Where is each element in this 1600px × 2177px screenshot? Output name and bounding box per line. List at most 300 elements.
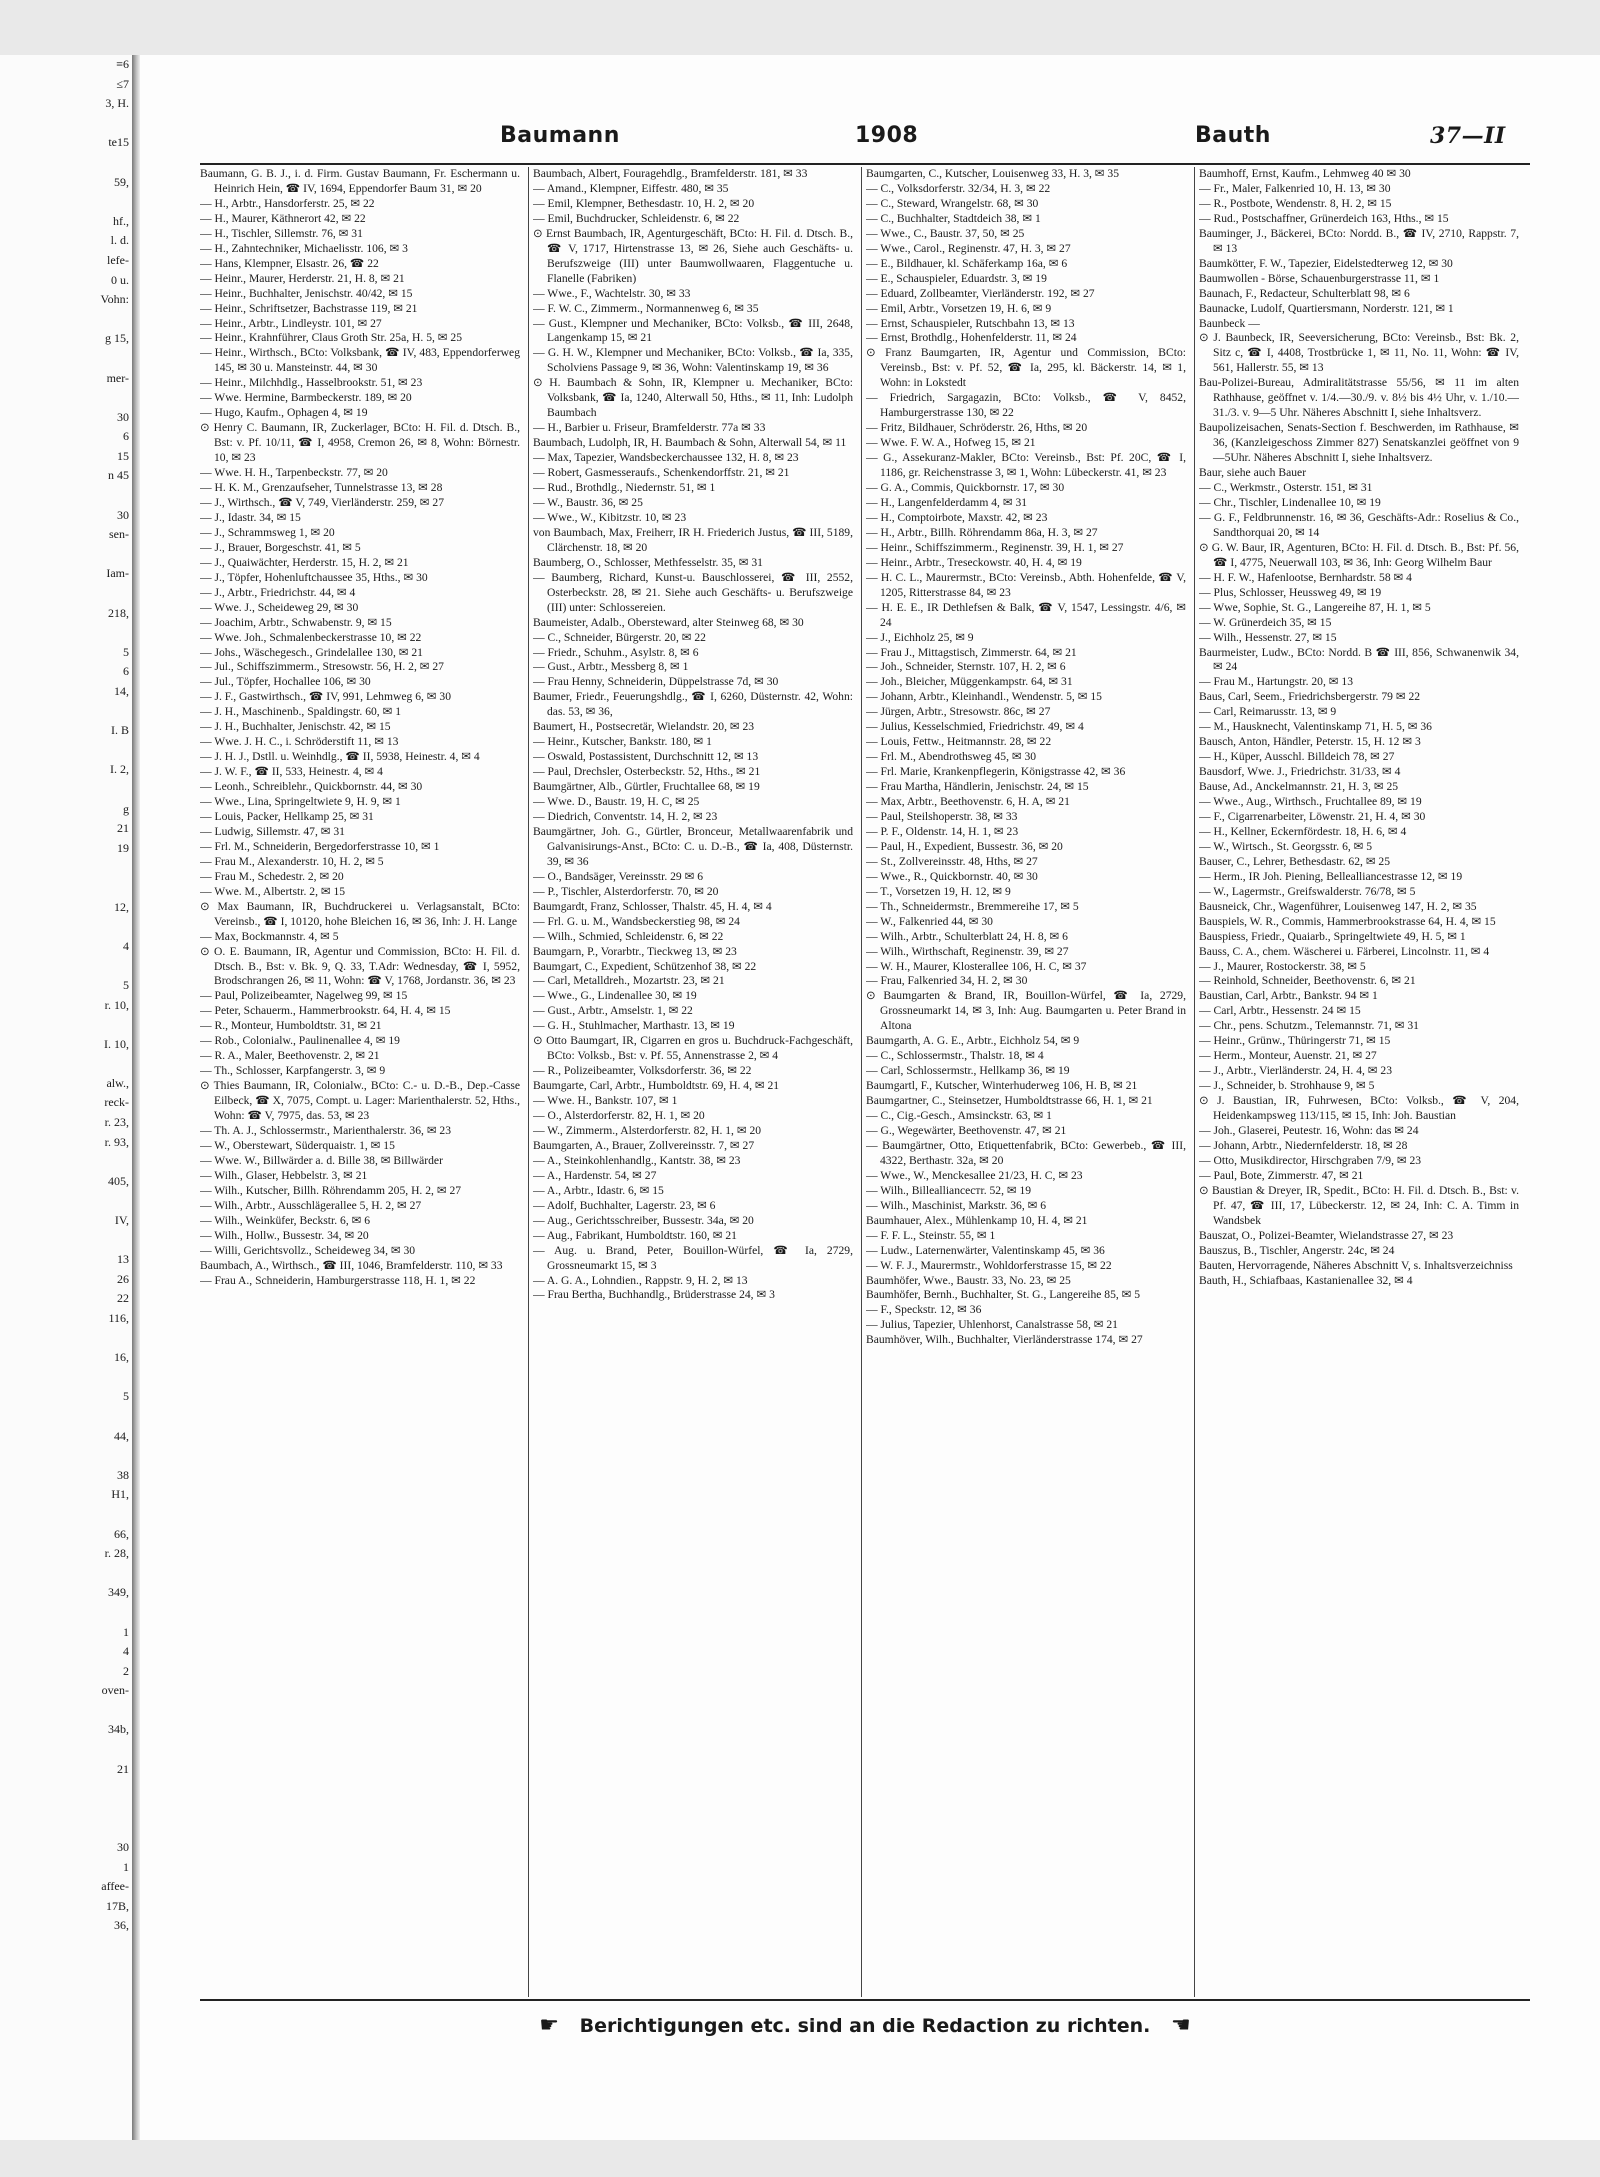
directory-entry: Bausch, Anton, Händler, Peterstr. 15, H. 12 ✉ 3	[1199, 735, 1421, 749]
directory-entry: ⊙ Franz Baumgarten, IR, Agentur und Commission, BCto: Vereinsb., Bst: v. Pf. 52, ☎ Ia, 295, kl. Bäckerstr. 14, ✉ 1, Wohn: in Lokstedt	[866, 346, 1186, 390]
directory-entry: — Peter, Schauerm., Hammerbrookstr. 64, H. 4, ✉ 15	[200, 1004, 451, 1018]
directory-entry: — Joh., Glaserei, Peutestr. 16, Wohn: das ✉ 24	[1199, 1124, 1419, 1137]
directory-entry: — E., Schauspieler, Eduardstr. 3, ✉ 19	[866, 271, 1047, 285]
directory-entry: — Johann, Arbtr., Niedernfelderstr. 18, ✉ 28	[1199, 1138, 1408, 1152]
directory-entry: — Heinr., Wirthsch., BCto: Volksbank, ☎ IV, 483, Eppendorferweg 145, ✉ 30 u. Mansteinstr. 44, ✉ 30	[200, 346, 520, 375]
directory-entry: — T., Vorsetzen 19, H. 12, ✉ 9	[866, 884, 1011, 898]
left-page-text-fragment: lefe-	[107, 252, 129, 267]
left-page-text-fragment: 17B,	[105, 1898, 129, 1913]
directory-entry: — Frau M., Hartungstr. 20, ✉ 13	[1199, 675, 1353, 689]
left-page-text-fragment	[0, 114, 135, 134]
left-page-text-fragment: mer-	[106, 370, 129, 385]
left-page-text-fragment: 5	[123, 644, 129, 659]
column-1	[200, 167, 520, 1997]
left-page-text-fragment: r. 93,	[104, 1134, 129, 1149]
directory-entry: — J. H. J., Dstll. u. Weinhdlg., ☎ II, 5938, Heinestr. 4, ✉ 4	[200, 750, 480, 764]
directory-entry: ⊙ H. Baumbach & Sohn, IR, Klempner u. Mechaniker, BCto: Volksbank, ☎ Ia, 1240, Alterwall 50, Hths., ✉ 11, Inh: Ludolph Baumbach	[533, 376, 853, 420]
left-page-text-fragment: 66,	[114, 1526, 129, 1541]
directory-entry: — R., Postbote, Wendenstr. 8, H. 2, ✉ 15	[1199, 196, 1392, 210]
directory-entry: — Gust., Arbtr., Amselstr. 1, ✉ 22	[533, 1004, 693, 1018]
directory-entry: Bauss, C. A., chem. Wäscherei u. Färberei, Lincolnstr. 11, ✉ 4	[1199, 944, 1490, 958]
directory-entry: — Reinhold, Schneider, Beethovenstr. 6, ✉ 21	[1199, 974, 1416, 988]
directory-entry: — Jürgen, Arbtr., Stresowstr. 86c, ✉ 27	[866, 705, 1051, 719]
directory-entry: — Amand., Klempner, Eiffestr. 480, ✉ 35	[533, 181, 729, 195]
directory-entry: — C., Steward, Wrangelstr. 68, ✉ 30	[866, 196, 1039, 210]
directory-entry: — Wwe. J. H. C., i. Schröderstift 11, ✉ 13	[200, 735, 399, 749]
directory-entry: — Paul, Bote, Zimmerstr. 47, ✉ 21	[1199, 1168, 1364, 1182]
left-page-text-fragment	[0, 1407, 135, 1427]
left-page-text-fragment	[0, 584, 135, 604]
directory-entry: — Rob., Colonialw., Paulinenallee 4, ✉ 19	[200, 1034, 400, 1048]
directory-entry: Bauminger, J., Bäckerei, BCto: Nordd. B., ☎ IV, 2710, Rappstr. 7, ✉ 13	[1199, 226, 1519, 255]
directory-entry: ⊙ Ernst Baumbach, IR, Agenturgeschäft, BCto: H. Fil. d. Dtsch. B., ☎ V, 1717, Hirtenstrasse 13, ✉ 26, Siehe auch Geschäfts- u. Berufszweige (III) unter Baumwollwaaren, Flaggentuche u. Flanelle (Fabriken)	[533, 226, 853, 285]
directory-entry: Baumkötter, F. W., Tapezier, Eidelstedterweg 12, ✉ 30	[1199, 256, 1453, 270]
directory-entry: Bauszus, B., Tischler, Angerstr. 24c, ✉ 24	[1199, 1243, 1395, 1257]
directory-entry: Baumhauer, Alex., Mühlenkamp 10, H. 4, ✉ 21	[866, 1213, 1088, 1227]
directory-entry: Bauten, Hervorragende, Näheres Abschnitt V, s. Inhaltsverzeichniss	[1199, 1258, 1513, 1272]
directory-entry: Baumhöfer, Wwe., Baustr. 33, No. 23, ✉ 25	[866, 1273, 1071, 1287]
directory-entry: ⊙ G. W. Baur, IR, Agenturen, BCto: H. Fil. d. Dtsch. B., Bst: Pf. 56, ☎ I, 4775, Neuerwall 103, ✉ 36, Inh: Georg Wilhelm Baur	[1199, 540, 1519, 569]
directory-entry: ⊙ Henry C. Baumann, IR, Zuckerlager, BCto: H. Fil. d. Dtsch. B., Bst: v. Pf. 10/11, ☎ I, 4958, Cremon 26, ✉ 8, Wohn: Börnestr. 10, ✉ 23	[200, 421, 520, 465]
directory-entry: Bau-Polizei-Bureau, Admiralitätstrasse 55/56, ✉ 11 im alten Rathhause, geöffnet v. 1/4.—30./9. v. 8½ bis 4½ Uhr, v. 1./10.—31./3. v. 9—5 Uhr. Näheres Abschnitt I, siehe Inhaltsverz.	[1199, 376, 1519, 420]
directory-entry: — C., Werkmstr., Osterstr. 151, ✉ 31	[1199, 481, 1373, 495]
left-page-text-fragment	[0, 1740, 135, 1760]
directory-entry: — H., Comptoirbote, Maxstr. 42, ✉ 23	[866, 510, 1048, 524]
directory-entry: — Heinr., Schiffszimmerm., Reginenstr. 39, H. 1, ✉ 27	[866, 540, 1124, 554]
column-divider	[1194, 167, 1195, 1997]
directory-entry: Bausdorf, Wwe. J., Friedrichstr. 31/33, ✉ 4	[1199, 765, 1401, 779]
directory-entry: Baunach, F., Redacteur, Schulterblatt 98, ✉ 6	[1199, 286, 1410, 300]
directory-entry: — H., Tischler, Sillemstr. 76, ✉ 31	[200, 226, 363, 240]
directory-entry: — Julius, Tapezier, Uhlenhorst, Canalstrasse 58, ✉ 21	[866, 1318, 1118, 1332]
directory-entry: — F., Speckstr. 12, ✉ 36	[866, 1303, 982, 1317]
directory-entry: ⊙ Baustian & Dreyer, IR, Spedit., BCto: H. Fil. d. Dtsch. B., Bst: v. Pf. 47, ☎ III, 17, Lübeckerstr. 12, ✉ 24, Inh: C. A. Timm in Wandsbek	[1199, 1183, 1519, 1227]
directory-entry: — Carl, Arbtr., Hessenstr. 24 ✉ 15	[1199, 1004, 1361, 1018]
directory-entry: — Emil, Klempner, Bethesdastr. 10, H. 2, ✉ 20	[533, 196, 755, 210]
directory-entry: — W., Oberstewart, Süderquaistr. 1, ✉ 15	[200, 1138, 395, 1152]
directory-entry: — Wilh., Arbtr., Schulterblatt 24, H. 8, ✉ 6	[866, 929, 1068, 943]
directory-entry: — W. H., Maurer, Klosterallee 106, H. C, ✉ 37	[866, 959, 1087, 973]
left-page-text-fragment	[0, 1015, 135, 1035]
directory-entry: — Emil, Arbtr., Vorsetzen 19, H. 6, ✉ 9	[866, 301, 1052, 315]
directory-entry: — Julius, Kesselschmied, Friedrichstr. 49, ✉ 4	[866, 720, 1084, 734]
directory-entry: — G. H. W., Klempner und Mechaniker, BCto: Volksb., ☎ Ia, 335, Scholviens Passage 9, ✉ 36, Wohn: Valentinskamp 19, ✉ 36	[533, 346, 853, 375]
directory-entry: Baumgartner, C., Steinsetzer, Humboldtstrasse 66, H. 1, ✉ 21	[866, 1094, 1153, 1108]
directory-entry: — W., Baustr. 36, ✉ 25	[533, 495, 643, 509]
directory-entry: Baumgarth, A. G. E., Arbtr., Eichholz 54, ✉ 9	[866, 1034, 1080, 1048]
directory-entry: — Chr., Tischler, Lindenallee 10, ✉ 19	[1199, 495, 1381, 509]
directory-entry: — Max, Bockmannstr. 4, ✉ 5	[200, 929, 339, 943]
left-page-text-fragment	[0, 1818, 135, 1838]
left-page-text-fragment	[0, 153, 135, 173]
directory-entry: — Wwe. F. W. A., Hofweg 15, ✉ 21	[866, 436, 1036, 450]
page-header	[200, 123, 1520, 155]
directory-entry: — Plus, Schlosser, Heussweg 49, ✉ 19	[1199, 585, 1382, 599]
directory-entry: — A., Arbtr., Idastr. 6, ✉ 15	[533, 1183, 664, 1197]
directory-entry: Bauth, H., Schiafbaas, Kastanienallee 32, ✉ 4	[1199, 1273, 1413, 1287]
directory-entry: — Frl. M., Schneiderin, Bergedorferstrasse 10, ✉ 1	[200, 839, 440, 853]
directory-entry: — H., Maurer, Käthnerort 42, ✉ 22	[200, 211, 366, 225]
directory-entry: Baumgarten, A., Brauer, Zollvereinsstr. 7, ✉ 27	[533, 1138, 755, 1152]
directory-entry: — Wwe. Hermine, Barmbeckerstr. 189, ✉ 20	[200, 391, 412, 405]
directory-entry: — Wilh., Billeallianceстr. 52, ✉ 19	[866, 1183, 1032, 1197]
directory-entry: — Joh., Bleicher, Müggenkampstr. 64, ✉ 31	[866, 675, 1073, 689]
directory-entry: — Wwe., G., Lindenallee 30, ✉ 19	[533, 989, 697, 1003]
directory-entry: — H., Küper, Ausschl. Billdeich 78, ✉ 27	[1199, 750, 1395, 764]
directory-entry: ⊙ Max Baumann, IR, Buchdruckerei u. Verlagsanstalt, BCto: Vereinsb., ☎ I, 10120, hohe Bleichen 16, ✉ 36, Inh: J. H. Lange	[200, 899, 520, 928]
directory-entry: — Heinr., Buchhalter, Jenischstr. 40/42, ✉ 15	[200, 286, 413, 300]
directory-columns	[200, 167, 1532, 1997]
left-page-text-fragment: 5	[123, 977, 129, 992]
left-page-text-fragment: I. 2,	[110, 762, 129, 777]
directory-entry: — H., Barbier u. Friseur, Bramfelderstr. 77a ✉ 33	[533, 421, 766, 435]
directory-entry: — Carl, Schlossermstr., Hellkamp 36, ✉ 19	[866, 1064, 1070, 1078]
directory-entry: — Wilh., Schmied, Schleidenstr. 6, ✉ 22	[533, 929, 724, 943]
left-page-text-fragment: l. d.	[110, 233, 129, 248]
directory-entry: — W., Wirtsch., St. Georgsstr. 6, ✉ 5	[1199, 839, 1373, 853]
directory-entry: — Heinr., Schriftsetzer, Bachstrasse 119, ✉ 21	[200, 301, 418, 315]
directory-entry: — H. K. M., Grenzaufseher, Tunnelstrasse 13, ✉ 28	[200, 481, 443, 495]
directory-entry: — J., Brauer, Borgeschstr. 41, ✉ 5	[200, 540, 361, 554]
directory-entry: — Wwe, Sophie, St. G., Langereihe 87, H. 1, ✉ 5	[1199, 600, 1431, 614]
directory-entry: — H., Arbtr., Billh. Röhrendamm 86a, H. 3, ✉ 27	[866, 525, 1098, 539]
left-page-text-fragment	[0, 1368, 135, 1388]
left-page-text-fragment: reck-	[104, 1095, 129, 1110]
pointing-hand-left-icon: ☚	[1170, 2013, 1191, 2038]
left-page-text-fragment: Iam-	[106, 566, 129, 581]
left-page-text-fragment: 16,	[114, 1350, 129, 1365]
directory-entry: Baumer, Friedr., Feuerungshdlg., ☎ I, 6260, Düsternstr. 42, Wohn: das. 53, ✉ 36,	[533, 690, 853, 719]
directory-entry: — Herm., IR Joh. Piening, Bellealliancestrasse 12, ✉ 19	[1199, 869, 1463, 883]
left-page-text-fragment	[0, 1152, 135, 1172]
directory-entry: — Paul, Polizeibeamter, Nagelweg 99, ✉ 15	[200, 989, 408, 1003]
directory-entry: Baumgarte, Carl, Arbtr., Humboldtstr. 69, H. 4, ✉ 21	[533, 1079, 780, 1093]
directory-entry: Baumgärtner, Alb., Gürtler, Fruchtallee 68, ✉ 19	[533, 780, 760, 794]
left-page-text-fragment	[0, 1779, 135, 1799]
directory-entry: Baus, Carl, Seem., Friedrichsbergerstr. 79 ✉ 22	[1199, 690, 1421, 704]
header-page-number: 37—II	[1430, 123, 1506, 149]
left-page-text-fragment: IV,	[114, 1213, 129, 1228]
left-page-text-fragment	[0, 349, 135, 369]
directory-entry: — C., Schneider, Bürgerstr. 20, ✉ 22	[533, 630, 706, 644]
directory-entry: Baumbach, Albert, Fouragehdlg., Bramfelderstr. 181, ✉ 33	[533, 167, 808, 180]
left-page-text-fragment: alw.,	[106, 1075, 129, 1090]
directory-entry: — Frau M., Alexanderstr. 10, H. 2, ✉ 5	[200, 854, 384, 868]
directory-entry: — Carl, Metalldreh., Mozartstr. 23, ✉ 21	[533, 974, 725, 988]
directory-entry: ⊙ J. Baustian, IR, Fuhrwesen, BCto: Volksb., ☎ V, 204, Heidenkampsweg 113/115, ✉ 15, Inh: Joh. Baustian	[1199, 1094, 1519, 1123]
directory-entry: — J., Arbtr., Vierländerstr. 24, H. 4, ✉ 23	[1199, 1064, 1392, 1078]
directory-entry: — J. W. F., ☎ II, 533, Heinestr. 4, ✉ 4	[200, 765, 383, 779]
directory-entry: — Ludwig, Sillemstr. 47, ✉ 31	[200, 824, 345, 838]
left-page-text-fragment	[0, 623, 135, 643]
directory-entry: — Wwe. H. H., Tarpenbeckstr. 77, ✉ 20	[200, 466, 388, 480]
left-page-text-fragment: ≤7	[116, 76, 129, 91]
directory-entry: Baumgarten, C., Kutscher, Louisenweg 33, H. 3, ✉ 35	[866, 167, 1119, 180]
directory-entry: — Th., Schlosser, Karpfangerstr. 3, ✉ 9	[200, 1064, 386, 1078]
directory-entry: — Johann, Arbtr., Kleinhandl., Wendenstr. 5, ✉ 15	[866, 690, 1102, 704]
left-page-text-fragment: sen-	[109, 527, 129, 542]
left-page-text-fragment: 0 u.	[111, 272, 129, 287]
directory-entry: — R. A., Maler, Beethovenstr. 2, ✉ 21	[200, 1049, 380, 1063]
directory-entry: — Wwe., C., Baustr. 37, 50, ✉ 25	[866, 226, 1025, 240]
directory-entry: — Fr., Maler, Falkenried 10, H. 13, ✉ 30	[1199, 181, 1391, 195]
directory-entry: — F. W. C., Zimmerm., Normannenweg 6, ✉ 35	[533, 301, 759, 315]
directory-entry: Baumert, H., Postsecretär, Wielandstr. 20, ✉ 23	[533, 720, 755, 734]
directory-entry: — Frl. G. u. M., Wandsbeckerstieg 98, ✉ 24	[533, 914, 740, 928]
directory-entry: Baur, siehe auch Bauer	[1199, 466, 1307, 480]
directory-entry: — Wilh., Maschinist, Markstr. 36, ✉ 6	[866, 1198, 1047, 1212]
left-page-text-fragment: 6	[123, 429, 129, 444]
left-page-text-fragment: 21	[117, 1761, 129, 1776]
header-first-name: Baumann	[500, 123, 620, 148]
directory-entry: — Aug., Fabrikant, Humboldtstr. 160, ✉ 21	[533, 1228, 737, 1242]
directory-entry: Baumhoff, Ernst, Kaufm., Lehmweg 40 ✉ 30	[1199, 167, 1411, 180]
left-page-text-fragment	[0, 858, 135, 878]
directory-entry: — Paul, Drechsler, Osterbeckstr. 52, Hths., ✉ 21	[533, 765, 761, 779]
directory-entry: — J., Idastr. 34, ✉ 15	[200, 510, 301, 524]
directory-entry: — Frau M., Schedestr. 2, ✉ 20	[200, 869, 344, 883]
left-page-text-fragment	[0, 192, 135, 212]
directory-entry: — H., Langenfelderdamm 4, ✉ 31	[866, 495, 1028, 509]
directory-entry: — P. F., Oldenstr. 14, H. 1, ✉ 23	[866, 824, 1019, 838]
directory-entry: Baupolizeisachen, Senats-Section f. Beschwerden, im Rathhause, ✉ 36, (Kanzleigeschoss Zimmer 827) Senatskanzlei geöffnet von 9—5Uhr. Näheres Abschnitt I, siehe Inhaltsverz.	[1199, 421, 1519, 465]
header-rule	[200, 163, 1530, 165]
directory-entry: — Wwe. M., Albertstr. 2, ✉ 15	[200, 884, 346, 898]
directory-entry: ⊙ Thies Baumann, IR, Colonialw., BCto: C.- u. D.-B., Dep.-Casse Eilbeck, ☎ X, 7075, Compt. u. Lager: Marienthalerstr. 52, Hths., Wohn: ☎ V, 7975, das. 53, ✉ 23	[200, 1079, 520, 1123]
directory-entry: — C., Schlossermstr., Thalstr. 18, ✉ 4	[866, 1049, 1044, 1063]
directory-entry: — Willi, Gerichtsvollz., Scheideweg 34, ✉ 30	[200, 1243, 416, 1257]
directory-entry: — St., Zollvereinsstr. 48, Hths, ✉ 27	[866, 854, 1038, 868]
left-page-text-fragment: 349,	[108, 1585, 129, 1600]
directory-entry: — Wilh., Hessenstr. 27, ✉ 15	[1199, 630, 1337, 644]
directory-entry: — Frau Martha, Händlerin, Jenischstr. 24, ✉ 15	[866, 780, 1089, 794]
directory-entry: — Herm., Monteur, Auenstr. 21, ✉ 27	[1199, 1049, 1377, 1063]
left-page-text-fragment: 4	[123, 938, 129, 953]
left-page-text-fragment	[0, 1329, 135, 1349]
directory-entry: — Wilh., Weinküfer, Beckstr. 6, ✉ 6	[200, 1213, 371, 1227]
directory-entry: — Joachim, Arbtr., Schwabenstr. 9, ✉ 15	[200, 615, 392, 629]
directory-entry: — H., Arbtr., Hansdorferstr. 25, ✉ 22	[200, 196, 375, 210]
left-page-text-fragment: 26	[117, 1271, 129, 1286]
directory-entry: — O., Alsterdorferstr. 82, H. 1, ✉ 20	[533, 1109, 705, 1123]
directory-entry: — Oswald, Postassistent, Durchschnitt 12, ✉ 13	[533, 750, 759, 764]
directory-entry: Baumeister, Adalb., Obersteward, alter Steinweg 68, ✉ 30	[533, 615, 804, 629]
directory-entry: — G., Assekuranz-Makler, BCto: Vereinsb., Bst: Pf. 20C, ☎ I, 1186, gr. Reichenstrasse 3, ✉ 1, Wohn: Lübeckerstr. 41, ✉ 23	[866, 451, 1186, 480]
left-page-text-fragment	[0, 741, 135, 761]
left-page-text-fragment	[0, 1799, 135, 1819]
directory-entry: — Wwe. H., Bankstr. 107, ✉ 1	[533, 1094, 678, 1108]
directory-entry: — Jul., Töpfer, Hochallee 106, ✉ 30	[200, 675, 371, 689]
directory-entry: — R., Polizeibeamter, Volksdorferstr. 36, ✉ 22	[533, 1064, 752, 1078]
left-page-text-fragment: Vohn:	[100, 292, 129, 307]
directory-entry: — J., Töpfer, Hohenluftchaussee 35, Hths., ✉ 30	[200, 570, 428, 584]
directory-entry: — G., Wegewärter, Beethovenstr. 47, ✉ 21	[866, 1124, 1067, 1137]
directory-entry: — Frau, Falkenried 34, H. 2, ✉ 30	[866, 974, 1028, 988]
header-last-name: Bauth	[1195, 123, 1271, 148]
left-page-text-fragment	[0, 780, 135, 800]
directory-entry: — R., Monteur, Humboldtstr. 31, ✉ 21	[200, 1019, 382, 1033]
left-page-text-fragment: 34b,	[108, 1722, 129, 1737]
directory-entry: — Eduard, Zollbeamter, Vierländerstr. 192, ✉ 27	[866, 286, 1095, 300]
directory-entry: — Wilh., Glaser, Hebbelstr. 3, ✉ 21	[200, 1168, 368, 1182]
directory-entry: — J., Maurer, Rostockerstr. 38, ✉ 5	[1199, 959, 1366, 973]
directory-entry: — Louis, Packer, Hellkamp 25, ✉ 31	[200, 809, 374, 823]
directory-entry: — Th. A. J., Schlossermstr., Marienthalerstr. 36, ✉ 23	[200, 1124, 452, 1137]
left-page-text-fragment	[0, 956, 135, 976]
directory-entry: — Wwe. Joh., Schmalenbeckerstrasse 10, ✉ 22	[200, 630, 422, 644]
left-page-text-fragment	[0, 1446, 135, 1466]
left-page-text-fragment: 44,	[114, 1428, 129, 1443]
left-page-text-fragment: 14,	[114, 684, 129, 698]
directory-entry: — A., Steinkohlenhandlg., Kantstr. 38, ✉ 23	[533, 1153, 741, 1167]
header-year: 1908	[855, 123, 919, 148]
directory-entry: — H. F. W., Hafenlootse, Bernhardstr. 58 ✉ 4	[1199, 570, 1412, 584]
directory-entry: — Ernst, Brothdlg., Hohenfelderstr. 11, ✉ 24	[866, 331, 1077, 345]
directory-entry: — W., Lagermstr., Greifswalderstr. 76/78, ✉ 5	[1199, 884, 1416, 898]
directory-entry: — Baumgärtner, Otto, Etiquettenfabrik, BCto: Gewerbeb., ☎ III, 4322, Berthastr. 32a, ✉ 20	[866, 1138, 1186, 1167]
directory-entry: — Friedrich, Sargagazin, BCto: Volksb., ☎ V, 8452, Hamburgerstrasse 130, ✉ 22	[866, 391, 1186, 420]
left-page-text-fragment: 12,	[114, 899, 129, 914]
directory-entry: Baumbach, A., Wirthsch., ☎ III, 1046, Bramfelderstr. 110, ✉ 33	[200, 1258, 503, 1272]
directory-entry: Bauspiess, Friedr., Quaiarb., Springeltwiete 49, H. 5, ✉ 1	[1199, 929, 1466, 943]
book-gutter	[132, 55, 140, 2140]
directory-entry: — Louis, Fettw., Heitmannstr. 28, ✉ 22	[866, 735, 1052, 749]
directory-entry: — Gust., Klempner und Mechaniker, BCto: Volksb., ☎ III, 2648, Langenkamp 15, ✉ 21	[533, 316, 853, 345]
directory-entry: Baurmeister, Ludw., BCto: Nordd. B ☎ III, 856, Schwanenwik 34, ✉ 24	[1199, 645, 1519, 674]
directory-entry: — Wwe. J., Scheideweg 29, ✉ 30	[200, 600, 359, 614]
footer-rule	[200, 1999, 1530, 2001]
directory-entry: — Aug. u. Brand, Peter, Bouillon-Würfel, ☎ Ia, 2729, Grossneumarkt 15, ✉ 3	[533, 1243, 853, 1272]
left-page-fragment	[0, 55, 136, 2140]
directory-entry: — Wilh., Hollw., Bussestr. 34, ✉ 20	[200, 1228, 369, 1242]
directory-entry: — Johs., Wäschegesch., Grindelallee 130, ✉ 21	[200, 645, 423, 659]
directory-entry: — Ludw., Laternenwärter, Valentinskamp 45, ✉ 36	[866, 1243, 1105, 1257]
left-page-text-fragment: te15	[108, 135, 129, 150]
directory-entry: Baumann, G. B. J., i. d. Firm. Gustav Baumann, Fr. Eschermann u. Heinrich Hein, ☎ IV, 1694, Eppendorfer Baum 31, ✉ 20	[200, 167, 520, 195]
directory-entry: — G. A., Commis, Quickbornstr. 17, ✉ 30	[866, 481, 1065, 495]
directory-entry: Bauspiels, W. R., Commis, Hammerbrookstrasse 64, H. 4, ✉ 15	[1199, 914, 1496, 928]
directory-entry: — Frau J., Mittagstisch, Zimmerstr. 64, ✉ 21	[866, 645, 1077, 659]
directory-entry: Baumgärtner, Joh. G., Gürtler, Bronceur, Metallwaarenfabrik und Galvanisirungs-Anst., BCto: C. u. D.-B., ☎ Ia, 408, Düsternstr. 39, ✉ 36	[533, 824, 853, 868]
directory-entry: — W. F. J., Maurermstr., Wohldorferstrasse 15, ✉ 22	[866, 1258, 1112, 1272]
directory-entry: — Adolf, Buchhalter, Lagerstr. 23, ✉ 6	[533, 1198, 716, 1212]
directory-entry: — Heinr., Kutscher, Bankstr. 180, ✉ 1	[533, 735, 712, 749]
left-page-text-fragment	[0, 545, 135, 565]
directory-entry: — Wilh., Wirthschaft, Reginenstr. 39, ✉ 27	[866, 944, 1069, 958]
left-page-text-fragment	[0, 1191, 135, 1211]
directory-entry: von Baumbach, Max, Freiherr, IR H. Friederich Justus, ☎ III, 5189, Clärchenstr. 18, ✉ 20	[533, 525, 853, 554]
left-page-text-fragment: r. 23,	[104, 1115, 129, 1130]
directory-entry: — G. F., Feldbrunnenstr. 16, ✉ 36, Geschäfts-Adr.: Roselius & Co., Sandthorquai 20, ✉ 14	[1199, 510, 1519, 539]
directory-entry: Baumhöver, Wilh., Buchhalter, Vierländerstrasse 174, ✉ 27	[866, 1333, 1143, 1347]
left-page-text-fragment: 30	[117, 1840, 129, 1855]
directory-entry: — A., Hardenstr. 54, ✉ 27	[533, 1168, 657, 1182]
directory-entry: — M., Hausknecht, Valentinskamp 71, H. 5, ✉ 36	[1199, 720, 1432, 734]
directory-entry: — J. F., Gastwirthsch., ☎ IV, 991, Lehmweg 6, ✉ 30	[200, 690, 452, 704]
directory-entry: — Rud., Postschaffner, Grünerdeich 163, Hths., ✉ 15	[1199, 211, 1449, 225]
directory-entry: ⊙ Baumgarten & Brand, IR, Bouillon-Würfel, ☎ Ia, 2729, Grossneumarkt 14, ✉ 3, Inh: Aug. Baumgarten u. Peter Brand in Altona	[866, 989, 1186, 1033]
column-divider	[528, 167, 529, 1997]
directory-entry: — Wilh., Arbtr., Ausschlägerallee 5, H. 2, ✉ 27	[200, 1198, 422, 1212]
directory-entry: Baustian, Carl, Arbtr., Bankstr. 94 ✉ 1	[1199, 989, 1378, 1003]
directory-entry: — Wwe., R., Quickbornstr. 40, ✉ 30	[866, 869, 1038, 883]
directory-entry: — Hugo, Kaufm., Ophagen 4, ✉ 19	[200, 406, 368, 420]
directory-entry: — Heinr., Milchhdlg., Hasselbrookstr. 51, ✉ 23	[200, 376, 423, 390]
page-footer	[200, 2013, 1530, 2038]
directory-entry: — H., Kellner, Eckernfördestr. 18, H. 6, ✉ 4	[1199, 824, 1407, 838]
left-page-text-fragment	[0, 878, 135, 898]
left-page-text-fragment: 15	[117, 448, 129, 463]
left-page-text-fragment	[0, 1054, 135, 1074]
left-page-text-fragment: g	[123, 801, 129, 816]
left-page-text-fragment: affee-	[101, 1879, 129, 1894]
left-page-text-fragment	[0, 1701, 135, 1721]
directory-entry: — Wwe. D., Baustr. 19, H. C, ✉ 25	[533, 795, 700, 809]
directory-entry: — Heinr., Arbtr., Lindleystr. 101, ✉ 27	[200, 316, 382, 330]
directory-entry: — J., Schneider, b. Strohhause 9, ✉ 5	[1199, 1079, 1375, 1093]
directory-entry: — P., Tischler, Alsterdorferstr. 70, ✉ 20	[533, 884, 719, 898]
left-page-text-fragment	[0, 310, 135, 330]
directory-entry: — Wwe., Lina, Springeltwiete 9, H. 9, ✉ 1	[200, 795, 401, 809]
directory-entry: — Heinr., Krahnführer, Claus Groth Str. 25a, H. 5, ✉ 25	[200, 331, 463, 345]
directory-entry: — J., Schrammsweg 1, ✉ 20	[200, 525, 335, 539]
left-page-text-fragment	[0, 1505, 135, 1525]
directory-entry: — J. H., Buchhalter, Jenischstr. 42, ✉ 15	[200, 720, 391, 734]
left-page-text-fragment: I. 10,	[104, 1036, 129, 1051]
left-page-text-fragment: 30	[117, 507, 129, 522]
directory-entry: — Diedrich, Conventstr. 14, H. 2, ✉ 23	[533, 809, 718, 823]
directory-entry: — Frau Bertha, Buchhandlg., Brüderstrasse 24, ✉ 3	[533, 1288, 775, 1302]
directory-entry: Baumgarn, P., Vorarbtr., Tieckweg 13, ✉ 23	[533, 944, 737, 958]
left-page-text-fragment: ≡6	[116, 57, 129, 71]
directory-entry: — F. F. L., Steinstr. 55, ✉ 1	[866, 1228, 996, 1242]
left-page-text-fragment: r. 28,	[104, 1546, 129, 1561]
directory-entry: — Wilh., Kutscher, Billh. Röhrendamm 205, H. 2, ✉ 27	[200, 1183, 462, 1197]
left-page-text-fragment: H1,	[111, 1487, 129, 1502]
directory-entry: — E., Bildhauer, kl. Schäferkamp 16a, ✉ 6	[866, 256, 1068, 270]
directory-entry: — Friedr., Schuhm., Asylstr. 8, ✉ 6	[533, 645, 699, 659]
directory-entry: Baumgartl, F., Kutscher, Winterhuderweg 106, H. B, ✉ 21	[866, 1079, 1138, 1093]
directory-entry: Baumwollen - Börse, Schauenburgerstrasse 11, ✉ 1	[1199, 271, 1440, 285]
directory-entry: — Gust., Arbtr., Messberg 8, ✉ 1	[533, 660, 689, 674]
directory-entry: — Wwe., W., Menckesallee 21/23, H. C, ✉ 23	[866, 1168, 1083, 1182]
directory-entry: — Otto, Musikdirector, Hirschgraben 7/9, ✉ 23	[1199, 1153, 1422, 1167]
left-page-text-fragment: hf.,	[113, 213, 129, 228]
directory-entry: — F., Cigarrenarbeiter, Löwenstr. 21, H. 4, ✉ 30	[1199, 809, 1426, 823]
left-page-text-fragment: I. B	[111, 723, 129, 738]
directory-entry: — J., Quaiwächter, Herderstr. 15, H. 2, ✉ 21	[200, 555, 409, 569]
directory-entry: Baunbeck —	[1199, 316, 1260, 330]
directory-entry: — J., Wirthsch., ☎ V, 749, Vierländerstr. 259, ✉ 27	[200, 495, 445, 509]
directory-entry: — Robert, Gasmesseraufs., Schenkendorffstr. 21, ✉ 21	[533, 466, 790, 480]
directory-entry: ⊙ O. E. Baumann, IR, Agentur und Commission, BCto: H. Fil. d. Dtsch. B., Bst: v. Bk. 9, Q. 33, T.Adr: Wednesday, ☎ I, 5952, Brodschrangen 26, ✉ 11, Wohn: ☎ V, 1768, Jordanstr. 36, ✉ 23	[200, 944, 520, 988]
left-page-text-fragment	[0, 1231, 135, 1251]
directory-entry: — Carl, Reimarusstr. 13, ✉ 9	[1199, 705, 1337, 719]
directory-entry: — Emil, Buchdrucker, Schleidenstr. 6, ✉ 22	[533, 211, 740, 225]
directory-entry: — Hans, Klempner, Elsastr. 26, ☎ 22	[200, 256, 379, 270]
directory-entry: Bause, Ad., Anckelmannstr. 21, H. 3, ✉ 25	[1199, 780, 1399, 794]
directory-entry: ⊙ J. Baunbeck, IR, Seeversicherung, BCto: Vereinsb., Bst: Bk. 2, Sitz c, ☎ I, 4408, Trostbrücke 1, ✉ 11, No. 11, Wohn: ☎ IV, 561, Hallerstr. 55, ✉ 13	[1199, 331, 1519, 375]
pointing-hand-right-icon: ☛	[539, 2013, 560, 2038]
left-page-text-fragment: 19	[117, 840, 129, 855]
directory-entry: Bausneick, Chr., Wagenführer, Louisenweg 147, H. 2, ✉ 35	[1199, 899, 1477, 913]
left-page-text-fragment: g 15,	[105, 331, 129, 346]
directory-entry: — Wwe., Aug., Wirthsch., Fruchtallee 89, ✉ 19	[1199, 795, 1422, 809]
directory-entry: — W., Zimmerm., Alsterdorferstr. 82, H. 1, ✉ 20	[533, 1124, 762, 1137]
column-2	[533, 167, 853, 1997]
directory-entry: — Wwe., F., Wachtelstr. 30, ✉ 33	[533, 286, 691, 300]
footer-notice: Berichtigungen etc. sind an die Redaction zu richten.	[579, 2015, 1151, 2037]
